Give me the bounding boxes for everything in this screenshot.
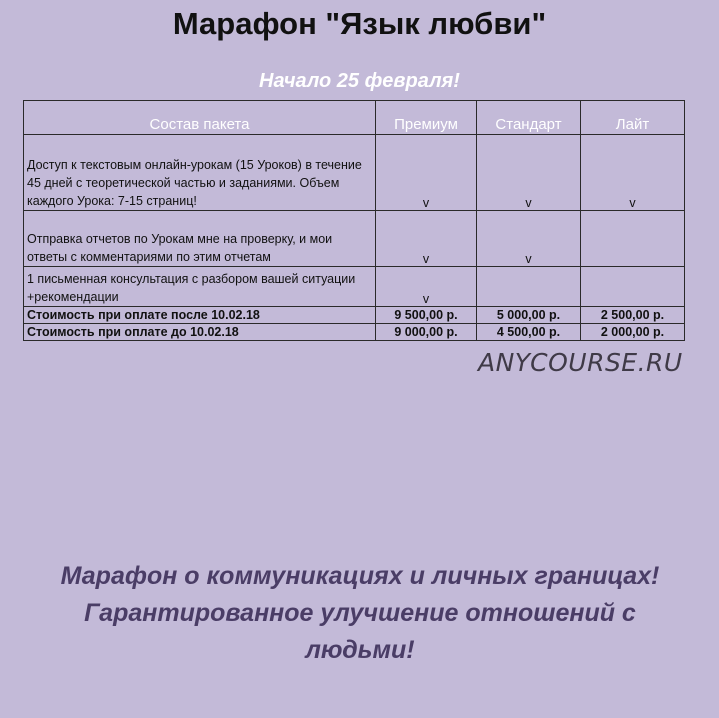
premium-check: v [376, 267, 477, 307]
price-label: Стоимость при оплате до 10.02.18 [24, 324, 376, 341]
premium-check: v [376, 135, 477, 211]
price-standard: 4 500,00 р. [477, 324, 581, 341]
row-description: Отправка отчетов по Урокам мне на проверку, и мои ответы с комментариями по этим отчетам [24, 211, 376, 267]
row-description: 1 письменная консультация с разбором вашей ситуации +рекомендации [24, 267, 376, 307]
price-lite: 2 000,00 р. [581, 324, 685, 341]
slogan: Марафон о коммуникациях и личных границах! Гарантированное улучшение отношений с людьми! [60, 562, 660, 664]
watermark: ANYCOURSE.RU [478, 348, 683, 377]
price-standard: 5 000,00 р. [477, 307, 581, 324]
row-description: Доступ к текстовым онлайн-урокам (15 Уроков) в течение 45 дней с теоретической частью и заданиями. Объем каждого Урока: 7-15 страниц! [24, 135, 376, 211]
start-date: Начало 25 февраля! [259, 70, 460, 92]
premium-check: v [376, 211, 477, 267]
lite-check: v [581, 135, 685, 211]
price-label: Стоимость при оплате после 10.02.18 [24, 307, 376, 324]
price-premium: 9 000,00 р. [376, 324, 477, 341]
table-row [24, 267, 685, 307]
standard-check: v [477, 135, 581, 211]
table-header-row [24, 101, 685, 135]
price-row-before [24, 324, 685, 341]
standard-check: v [477, 211, 581, 267]
price-row-after [24, 307, 685, 324]
package-table [23, 100, 685, 341]
lite-check [581, 211, 685, 267]
standard-check [477, 267, 581, 307]
header-premium: Премиум [376, 101, 477, 135]
price-lite: 2 500,00 р. [581, 307, 685, 324]
lite-check [581, 267, 685, 307]
header-standard: Стандарт [477, 101, 581, 135]
header-lite: Лайт [581, 101, 685, 135]
table-row [24, 135, 685, 211]
page-title: Марафон "Язык любви" [172, 6, 547, 41]
table-row [24, 211, 685, 267]
header-package: Состав пакета [24, 101, 376, 135]
price-premium: 9 500,00 р. [376, 307, 477, 324]
